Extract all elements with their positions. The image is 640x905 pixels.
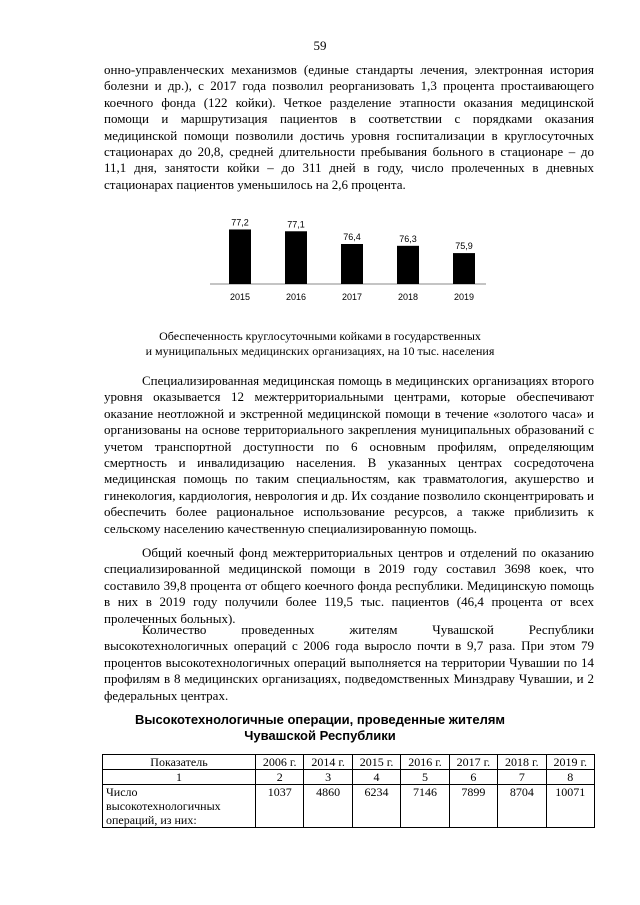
bar-2019	[453, 253, 475, 284]
table-header-row	[103, 755, 595, 770]
data-label-2016: 77,1	[287, 219, 305, 230]
paragraph-1: онно-управленческих механизмов (единые стандарты лечения, электронная история болезни и др.), с 2017 года позволил реорганизовать 1,3 процента простаивающего коечного фонда (122 койки). Четкое разделение этапности оказания медицинской помощи и маршрутизация пациентов в соответствии с порядками оказания медицинской помощи позволили достичь уровня госпитализации в круглосуточных стационарах до 20,8, средней длительности пребывания больного в стационаре – до 11,1 дня, занятости койки – до 311 дней в году, число пролеченных в дневных стационарах пациентов уменьшилось на 2,6 процента.	[104, 62, 594, 192]
table-header-cell: 2015 г.	[352, 755, 400, 770]
table-cell: 7899	[449, 785, 497, 828]
table-column-number: 5	[401, 770, 449, 785]
chart-caption-line-2: и муниципальных медицинских организациях, на 10 тыс. населения	[145, 344, 495, 358]
x-tick-label-2017: 2017	[341, 292, 363, 302]
data-label-2015: 77,2	[231, 217, 249, 228]
chart-caption	[0, 329, 640, 359]
x-tick-label-2018: 2018	[397, 292, 419, 302]
table-title-line-1: Высокотехнологичные операции, проведенные жителям	[134, 712, 506, 727]
table-header-cell: 2019 г.	[546, 755, 594, 770]
table-cell: 10071	[546, 785, 594, 828]
paragraph-3: Общий коечный фонд межтерриториальных центров и отделений по оказанию специализированной медицинской помощи в 2019 году составил 3698 коек, что составило 39,8 процента от общего коечного фонда республики. Медицинскую помощь в них в 2019 году получили более 119,5 тыс. пациентов (46,4 процента от всех пролеченных больных).	[104, 545, 594, 626]
table-header-cell: 2017 г.	[449, 755, 497, 770]
bar-2015	[229, 229, 251, 284]
bar-2016	[285, 231, 307, 284]
bar-chart-svg	[210, 210, 486, 308]
table-title-line-2: Чувашской Республики	[244, 728, 396, 743]
data-label-2019: 75,9	[455, 241, 473, 252]
table-number-row	[103, 770, 595, 785]
table-column-number: 7	[498, 770, 546, 785]
table-row-label: Число высокотехнологичных операций, из них:	[103, 785, 256, 828]
table-header-cell: 2006 г.	[256, 755, 304, 770]
paragraph-2: Специализированная медицинская помощь в медицинских организациях второго уровня оказывается 12 межтерриториальными центрами, которые обеспечивают оказание неотложной и экстренной медицинской помощи в течение «золотого часа» и организованы на основе территориального закрепления муниципальных образований с учетом транспортной доступности по 6 основным профилям, определяющим смертность и инвалидизацию населения. В указанных центрах сосредоточена медицинская помощь по таким специальностям, как травматология, акушерство и гинекология, кардиология, неврология и др. Их создание позволило сконцентрировать и обеспечить более рациональное использование ресурсов, а также приблизить к сельскому населению качественную специализированную помощь.	[104, 373, 594, 536]
table-cell: 1037	[256, 785, 304, 828]
table-cell: 4860	[304, 785, 352, 828]
table-column-number: 1	[103, 770, 256, 785]
paragraph-4: Количество проведенных жителям Чувашской Республики высокотехнологичных операций с 2006 года выросло почти в 9,7 раза. При этом 79 процентов высокотехнологичных операций выполняется на территории Чувашии по 14 профилям в 8 медицинских организациях, подведомственных Минздраву Чувашии, и 2 федеральных центрах.	[104, 622, 594, 703]
table-header-cell: Показатель	[103, 755, 256, 770]
bar-2017	[341, 244, 363, 284]
data-label-2017: 76,4	[343, 232, 361, 242]
page-number: 59	[313, 38, 327, 53]
x-tick-label-2016: 2016	[285, 292, 307, 302]
x-tick-label-2015: 2015	[229, 292, 251, 302]
bed-supply-chart	[210, 210, 486, 308]
table-cell: 7146	[401, 785, 449, 828]
data-label-2018: 76,3	[399, 233, 417, 244]
table-title	[0, 712, 640, 744]
table-column-number: 3	[304, 770, 352, 785]
x-tick-label-2019: 2019	[453, 292, 475, 302]
table-cell: 8704	[498, 785, 546, 828]
table-header-cell: 2014 г.	[304, 755, 352, 770]
table-column-number: 2	[256, 770, 304, 785]
table-row	[103, 785, 595, 828]
bar-2018	[397, 246, 419, 284]
chart-caption-line-1: Обеспеченность круглосуточными койками в государственных	[159, 329, 481, 343]
table-column-number: 4	[352, 770, 400, 785]
operations-table	[102, 754, 595, 828]
table-cell: 6234	[352, 785, 400, 828]
table-header-cell: 2018 г.	[498, 755, 546, 770]
table-column-number: 6	[449, 770, 497, 785]
table-header-cell: 2016 г.	[401, 755, 449, 770]
table-column-number: 8	[546, 770, 594, 785]
